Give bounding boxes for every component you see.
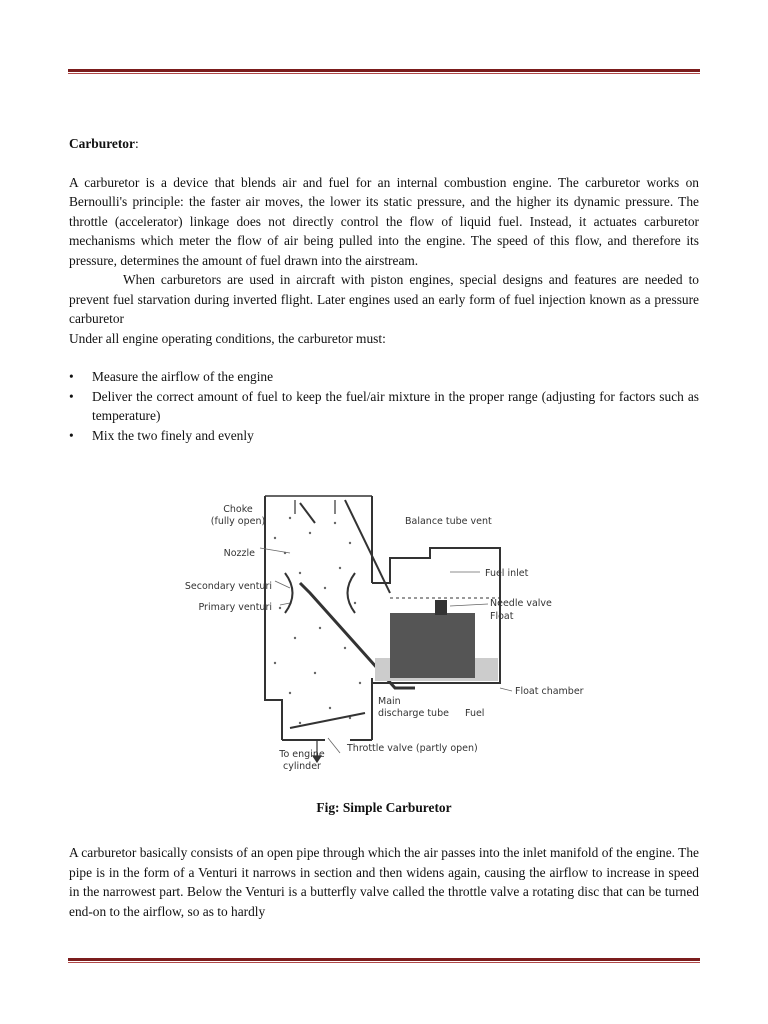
label-cylinder: cylinder: [283, 761, 321, 772]
label-throttle-valve: Throttle valve (partly open): [347, 743, 478, 754]
heading-colon: :: [134, 136, 139, 151]
label-needle-valve: Needle valve: [490, 598, 552, 609]
label-float-chamber: Float chamber: [515, 686, 584, 697]
label-choke: Choke: [223, 504, 253, 515]
label-fuel: Fuel: [465, 708, 485, 719]
label-primary-venturi: Primary venturi: [198, 602, 272, 613]
list-item: • Measure the airflow of the engine: [69, 367, 699, 387]
paragraph-aircraft: When carburetors are used in aircraft with piston engines, special designs and features are needed to prevent fuel starvation during inverted flight. Later engines used an early form of fuel injection known as a pressure carburetor: [69, 272, 699, 326]
paragraph-intro: A carburetor is a device that blends air and fuel for an internal combustion engine. The carburetor works on Bernoulli's principle: the faster air moves, the lower its static pressure, and the higher its dynamic pressure. The throttle (accelerator) linkage does not directly control the flow of liquid fuel. Instead, it actuates carburetor mechanisms which meter the flow of air being pulled into the engine. The speed of this flow, and therefore its pressure, determines the amount of fuel drawn into the airstream.: [69, 174, 699, 268]
header-rule: [68, 69, 700, 74]
label-main: Main: [378, 696, 401, 707]
label-discharge-tube: discharge tube: [378, 708, 449, 719]
figure-caption: Fig: Simple Carburetor: [316, 800, 452, 815]
label-to-engine: To engine: [279, 749, 325, 760]
list-item: • Deliver the correct amount of fuel to keep the fuel/air mixture in the proper range (adjusting for factors such as temperature): [69, 387, 699, 426]
list-item: • Mix the two finely and evenly: [69, 426, 699, 446]
label-nozzle: Nozzle: [223, 548, 255, 559]
section-heading: [69, 134, 699, 154]
footer-rule: [68, 958, 700, 963]
label-balance-tube-vent: Balance tube vent: [405, 516, 492, 527]
label-float: Float: [490, 611, 514, 622]
carburetor-drawing: [150, 478, 620, 778]
label-secondary-venturi: Secondary venturi: [184, 581, 272, 592]
document-body: [69, 134, 699, 445]
paragraph-description: A carburetor basically consists of an open pipe through which the air passes into the inlet manifold of the engine. The pipe is in the form of a Venturi it narrows in section and then widens again, causing the airflow to increase in speed in the narrowest part. Below the Venturi is a butterfly valve called the throttle valve a rotating disc that can be turned end-on to the airflow, so as to hardly: [69, 845, 699, 919]
label-choke-state: (fully open): [210, 516, 266, 527]
heading-text: Carburetor: [69, 136, 135, 151]
paragraph-conditions: Under all engine operating conditions, the carburetor must:: [69, 330, 386, 346]
label-fuel-inlet: Fuel inlet: [485, 568, 529, 579]
carburetor-diagram: [150, 478, 620, 778]
requirements-list: [69, 367, 699, 445]
